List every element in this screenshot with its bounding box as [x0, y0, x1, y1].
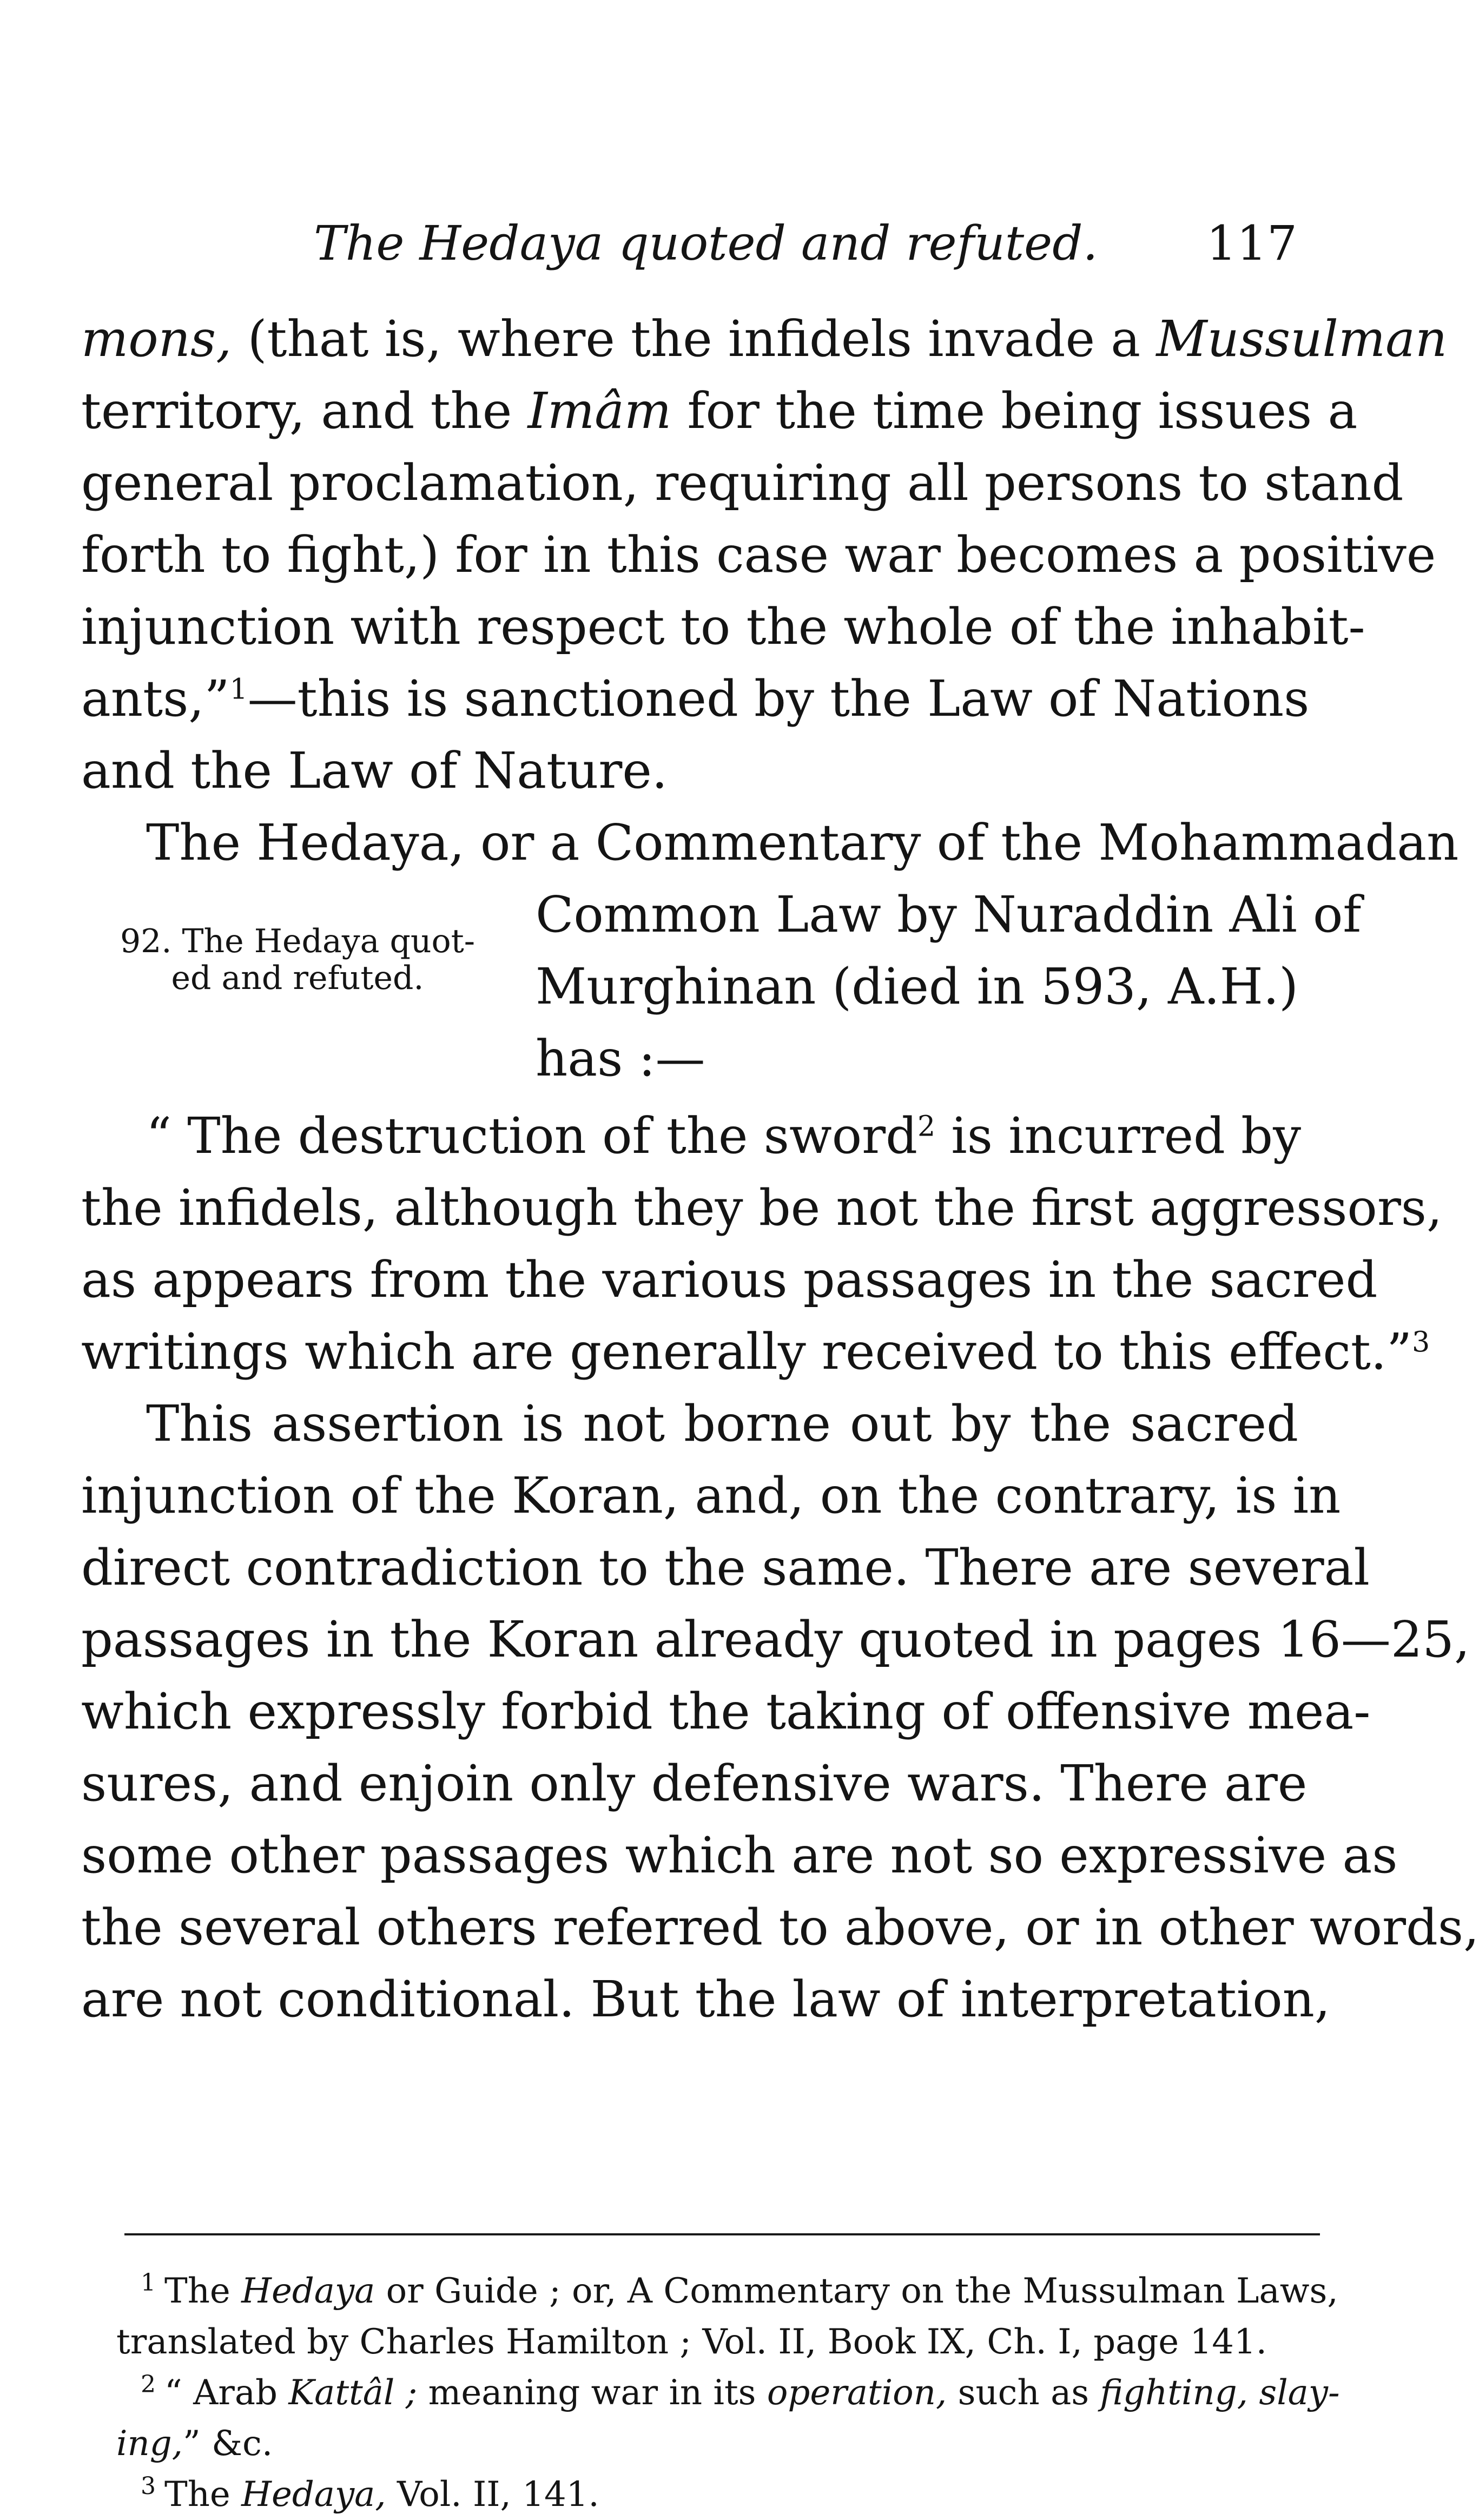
body-text [81, 303, 1479, 2035]
footnote-marker: 2 [141, 2370, 156, 2398]
text-line: injunction of the Koran, and, on the contrary, is in [81, 1467, 1341, 1525]
italic-word: operation, [767, 2373, 947, 2413]
footnote-3 [116, 2469, 1325, 2520]
text-run: meaning war in its [417, 2373, 767, 2413]
text-line: which expressly forbid the taking of offensive mea- [81, 1683, 1371, 1740]
text-run: is incurred by [935, 1107, 1302, 1165]
text-run: ” &c. [183, 2424, 273, 2464]
text-line [81, 1100, 1302, 1172]
marginal-note-line: 92. The Hedaya quot- [120, 922, 476, 960]
page-number: 117 [1206, 215, 1297, 271]
text-line: The Hedaya, or a Commentary of the Mohammadan [146, 814, 1459, 872]
footnote-line [116, 2418, 1325, 2469]
running-title: The Hedaya quoted and refuted. [314, 215, 1098, 271]
text-line: sures, and enjoin only defensive wars. There are [81, 1754, 1308, 1812]
text-line: forth to fight,) for in this case war becomes a positive [81, 526, 1436, 584]
text-run: for the time being issues a [671, 382, 1358, 440]
text-run: —this is sanctioned by the Law of Nations [247, 670, 1310, 728]
footnote-divider [124, 2233, 1320, 2235]
text-line: as appears from the various passages in the sacred [81, 1251, 1378, 1309]
italic-word: Imâm [527, 382, 672, 440]
text-run: Vol. II, 141. [386, 2475, 599, 2515]
marginal-note-line: ed and refuted. [171, 959, 424, 997]
footnotes [116, 2266, 1340, 2520]
text-run: The [164, 2475, 242, 2515]
footnote-marker: 3 [141, 2472, 156, 2500]
italic-word: mons, [81, 310, 232, 368]
italic-word: ing, [116, 2424, 183, 2464]
text-run: “ The destruction of the sword [146, 1107, 917, 1165]
running-head [314, 206, 1297, 281]
text-run: The [164, 2271, 242, 2311]
text-line: general proclamation, requiring all persons to stand [81, 454, 1404, 512]
footnote-1 [116, 2266, 1338, 2367]
text-run: such as [947, 2373, 1100, 2413]
italic-word: Hedaya [241, 2271, 375, 2311]
footnote-ref-3: 3 [1412, 1326, 1430, 1359]
italic-word: fighting, slay- [1100, 2373, 1340, 2413]
italic-word: Kattâl ; [288, 2373, 418, 2413]
paragraph-hedaya-intro [81, 807, 1459, 1094]
text-line [81, 1316, 1430, 1388]
footnote-line: translated by Charles Hamilton ; Vol. II, Book IX, Ch. I, page 141. [116, 2322, 1267, 2362]
footnote-2 [116, 2367, 1340, 2469]
text-line: This assertion is not borne out by the sacred [146, 1395, 1298, 1453]
footnote-ref-2: 2 [917, 1110, 936, 1143]
text-run: writings which are generally received to this effect.” [81, 1323, 1412, 1381]
text-line: Murghinan (died in 593, A.H.) [536, 958, 1298, 1015]
paragraph-refutation [81, 1388, 1479, 2035]
text-run: (that is, where the infidels invade a [232, 310, 1157, 368]
text-line: passages in the Koran already quoted in pages 16—25, [81, 1611, 1470, 1668]
text-line: Common Law by Nuraddin Ali of [536, 886, 1362, 944]
text-line: some other passages which are not so expressive as [81, 1826, 1398, 1884]
text-run: ants,” [81, 670, 230, 728]
text-line: the several others referred to above, or in other words, [81, 1898, 1479, 1956]
footnote-line [116, 2469, 1325, 2520]
text-line: has :— [536, 1030, 705, 1087]
text-line [81, 303, 1448, 375]
block-quote [81, 1100, 1443, 1388]
paragraph-continuation [81, 303, 1448, 807]
text-line: and the Law of Nature. [81, 742, 668, 800]
marginal-note [81, 923, 514, 997]
italic-word: Mussulman [1156, 310, 1448, 368]
text-line: are not conditional. But the law of interpretation, [81, 1970, 1331, 2028]
text-line [81, 663, 1310, 735]
footnote-marker: 1 [141, 2268, 156, 2297]
text-run: or Guide ; or, A Commentary on the Mussulman Laws, [375, 2271, 1338, 2311]
text-run: “ Arab [164, 2373, 289, 2413]
footnote-ref-1: 1 [229, 673, 248, 706]
italic-word: Hedaya, [241, 2475, 386, 2515]
text-line: the infidels, although they be not the first aggressors, [81, 1179, 1443, 1237]
footnote-line [116, 2367, 1340, 2418]
text-run: territory, and the [81, 382, 528, 440]
text-line [81, 375, 1358, 447]
footnote-line [116, 2266, 1338, 2317]
text-line: injunction with respect to the whole of the inhabit- [81, 598, 1365, 656]
text-line: direct contradiction to the same. There are several [81, 1539, 1370, 1597]
